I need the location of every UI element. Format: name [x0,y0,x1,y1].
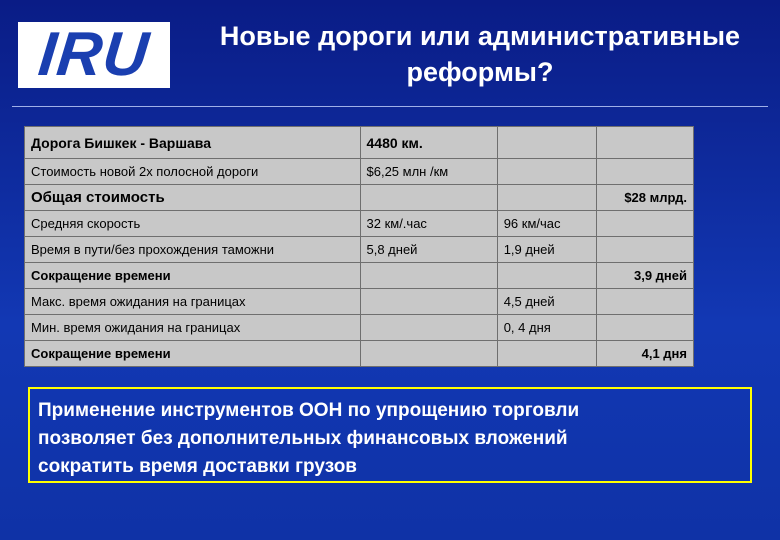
row-value [596,211,693,237]
row-value [596,315,693,341]
row-label: Средняя скорость [25,211,361,237]
header-divider [12,106,768,107]
table-row [25,263,694,289]
row-value: 5,8 дней [360,237,497,263]
row-value [360,315,497,341]
table-row [25,159,694,185]
callout-line-3: сократить время доставки грузов [38,456,357,477]
row-value [497,185,596,211]
table-row [25,185,694,211]
row-value: 1,9 дней [497,237,596,263]
row-value [497,341,596,367]
row-value: 4480 км. [360,127,497,159]
row-label: Общая стоимость [25,185,361,211]
iru-logo [18,22,170,88]
row-label: Сокращение времени [25,341,361,367]
row-value [360,341,497,367]
callout-line-1: Применение инструментов ООН по упрощению торговли [38,400,580,421]
table-row [25,127,694,159]
row-value [497,127,596,159]
row-value [360,185,497,211]
table-row [25,341,694,367]
row-value [360,263,497,289]
callout-line-2: позволяет без дополнительных финансовых вложений [38,428,568,449]
row-total: $28 млрд. [596,185,693,211]
row-value: 0, 4 дня [497,315,596,341]
logo-text: IRU [35,20,153,89]
row-value [596,237,693,263]
row-label: Мин. время ожидания на границах [25,315,361,341]
comparison-table [24,126,694,367]
row-total: 3,9 дней [596,263,693,289]
row-label: Сокращение времени [25,263,361,289]
row-label: Дорога Бишкек - Варшава [25,127,361,159]
conclusion-callout [28,387,752,483]
row-label: Время в пути/без прохождения таможни [25,237,361,263]
table-row [25,237,694,263]
row-value [596,159,693,185]
table-row [25,289,694,315]
row-value [596,127,693,159]
title-line-1: Новые дороги или административные [219,21,741,51]
row-value: 96 км/час [497,211,596,237]
row-value [596,289,693,315]
title-line-2: реформы? [406,57,554,87]
row-value: $6,25 млн /км [360,159,497,185]
row-label: Макс. время ожидания на границах [25,289,361,315]
row-value: 32 км/.час [360,211,497,237]
row-label: Стоимость новой 2х полосной дороги [25,159,361,185]
row-total: 4,1 дня [596,341,693,367]
row-value [497,263,596,289]
row-value: 4,5 дней [497,289,596,315]
table-row [25,211,694,237]
slide-title [180,18,780,90]
row-value [497,159,596,185]
table-row [25,315,694,341]
row-value [360,289,497,315]
